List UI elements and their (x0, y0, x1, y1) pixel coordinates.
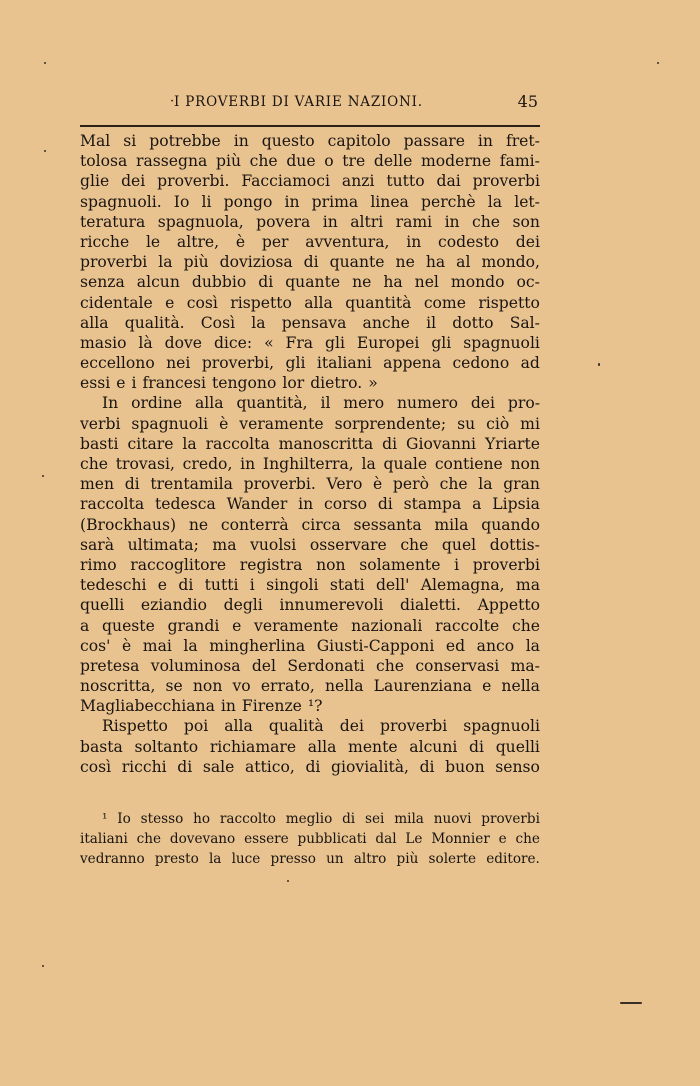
page-number: 45 (517, 92, 538, 111)
margin-speck (44, 62, 46, 64)
text-line: verbi spagnuoli è veramente sorprendente; su ciò mi (80, 414, 540, 433)
text-line: rimo raccoglitore registra non solamente i proverbi (80, 555, 540, 574)
text-line: tedeschi e di tutti i singoli stati dell' Alemagna, ma (80, 576, 540, 595)
page-header (80, 94, 540, 114)
text-line: pretesa voluminosa del Serdonati che conservasi ma- (80, 656, 540, 675)
text-line: basti citare la raccolta manoscritta di Giovanni Yriarte (80, 434, 540, 453)
header-dot: · (170, 94, 175, 109)
margin-speck (42, 475, 44, 477)
text-line: sarà ultimata; ma vuolsi osservare che quel dottis- (80, 535, 540, 554)
text-line: spagnuoli. Io li pongo in prima linea perchè la let- (80, 192, 540, 211)
text-line: Magliabecchiana in Firenze ¹? (80, 697, 323, 716)
text-line: masio là dove dice: « Fra gli Europei gli spagnuoli (80, 333, 540, 352)
text-line: In ordine alla quantità, il mero numero dei pro- (102, 394, 540, 413)
margin-speck (42, 965, 44, 967)
margin-speck (44, 150, 46, 152)
text-line: essi e i francesi tengono lor dietro. » (80, 374, 378, 393)
footnotes (80, 809, 540, 869)
text-line: cos' è mai la mingherlina Giusti-Capponi ed anco la (80, 636, 540, 655)
text-line: ricche le altre, è per avventura, in codesto dei (80, 232, 540, 251)
text-line: eccellono nei proverbi, gli italiani appena cedono ad (80, 354, 540, 373)
text-line: quelli eziandio degli innumerevoli dialetti. Appetto (80, 596, 540, 615)
text-line: noscritta, se non vo errato, nella Laurenziana e nella (80, 677, 540, 696)
footnote-line: italiani che dovevano essere pubblicati dal Le Monnier e che (80, 831, 540, 847)
text-line: (Brockhaus) ne conterrà circa sessanta mila quando (80, 515, 540, 534)
text-line: raccolta tedesca Wander in corso di stampa a Lipsia (80, 495, 540, 514)
margin-speck (657, 62, 659, 64)
text-line: teratura spagnuola, povera in altri rami in che son (80, 212, 540, 231)
text-line: che trovasi, credo, in Inghilterra, la quale contiene non (80, 455, 540, 473)
text-line: glie dei proverbi. Facciamoci anzi tutto dai proverbi (80, 172, 540, 191)
text-line: Rispetto poi alla qualità dei proverbi spagnuoli (102, 717, 540, 736)
text-line: cidentale e così rispetto alla quantità come rispetto (80, 293, 540, 312)
text-line: Mal si potrebbe in questo capitolo passare in fret- (80, 132, 540, 150)
text-line: senza alcun dubbio di quante ne ha nel mondo oc- (80, 273, 540, 292)
margin-speck (598, 363, 600, 366)
body-text (80, 131, 540, 777)
text-line: così ricchi di sale attico, di giovialità, di buon senso (80, 757, 540, 776)
text-line: men di trentamila proverbi. Vero è però che la gran (80, 475, 540, 494)
text-line: basta soltanto richiamare alla mente alcuni di quelli (80, 737, 540, 756)
header-rule (80, 125, 540, 127)
margin-dash (620, 1002, 642, 1004)
text-line: proverbi la più doviziosa di quante ne ha al mondo, (80, 253, 540, 272)
footnote-line: vedranno presto la luce presso un altro più solerte editore. (80, 851, 540, 867)
text-line: a queste grandi e veramente nazionali raccolte che (80, 616, 540, 635)
text-line: alla qualità. Così la pensava anche il dotto Sal- (80, 313, 540, 332)
running-title: I PROVERBI DI VARIE NAZIONI. (174, 94, 423, 110)
footnote-line: ¹ Io stesso ho raccolto meglio di sei mila nuovi proverbi (102, 811, 540, 827)
margin-speck (287, 880, 289, 882)
text-line: tolosa rassegna più che due o tre delle moderne fami- (80, 152, 540, 171)
